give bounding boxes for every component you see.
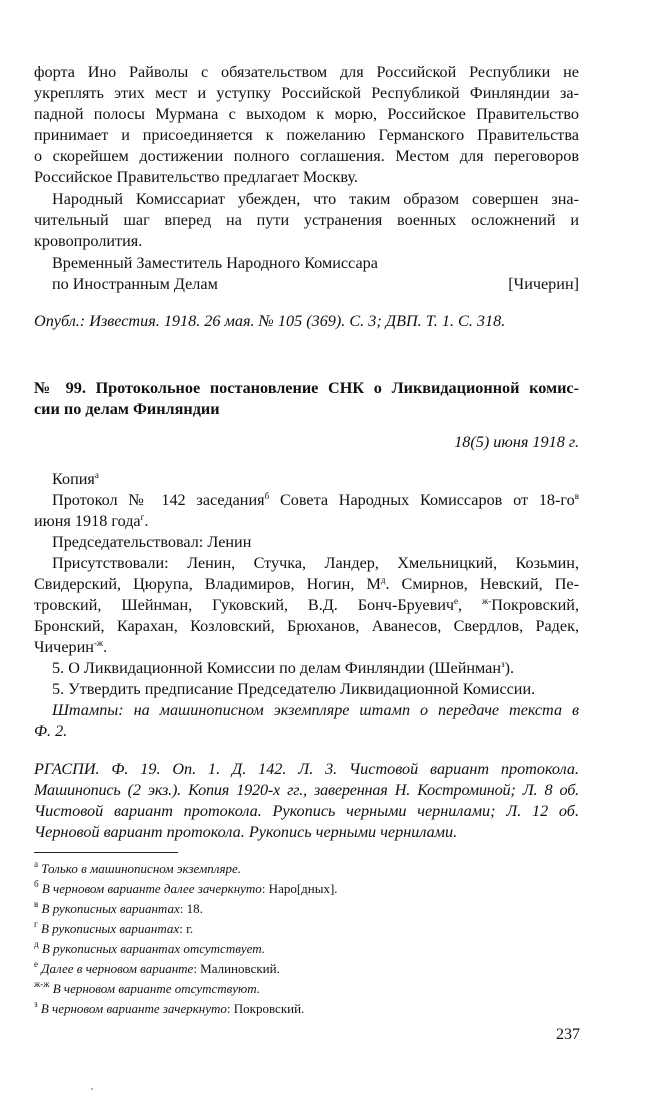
footnote-mark: з <box>34 999 38 1009</box>
item-5-decision: 5. Утвердить предписание Председателю Ликвидационной Комиссии. <box>52 680 536 698</box>
footnote-mark: б <box>264 491 270 501</box>
text-span: 5. О Ликвидационной Комиссии по делам Финляндии (Шейнман <box>52 659 502 677</box>
page-number: 237 <box>556 1026 580 1043</box>
footnote <box>34 921 193 937</box>
text-line: Российское Правительство предлагает Москву. <box>34 168 358 186</box>
footnote-plain: : 18. <box>179 901 203 916</box>
footnote-mark: д <box>380 575 386 585</box>
document-title-cont: сии по делам Финляндии <box>34 400 220 418</box>
text-span: Покровский, <box>491 596 580 614</box>
chair-line: Председательствовал: Ленин <box>52 533 252 551</box>
text-line: о скорейшем достижении полного соглашения. Местом для переговоров <box>34 147 579 165</box>
text-span: . <box>103 638 108 656</box>
footnote-italic: В черновом варианте зачеркнуто <box>40 1001 227 1016</box>
present-line <box>34 595 579 617</box>
copy-label <box>52 469 597 491</box>
footnote-mark: в <box>34 899 39 909</box>
footnote <box>34 981 260 997</box>
stamps-note: Штампы: на машинописном экземпляре штамп о передаче текста в <box>52 701 579 719</box>
text-span: тровский, Шейнман, Гуковский, В.Д. Бонч-Бруевич <box>34 596 455 614</box>
footnote-mark: е <box>34 959 38 969</box>
footnote <box>34 961 280 977</box>
signature-title: Временный Заместитель Народного Комиссара <box>52 254 378 272</box>
text-line: форта Ино Райволы с обязательством для Российской Республики не <box>34 63 579 81</box>
footnote-mark: г <box>140 512 145 522</box>
archive-line: Машинопись (2 экз.). Копия 1920-х гг., заверенная Н. Костроминой; Л. 8 об. <box>34 781 579 799</box>
footnote-mark: г <box>34 919 38 929</box>
text-line: укреплять этих мест и уступку Российской Республикой Финляндии за- <box>34 84 579 102</box>
text-span: Протокол № 142 заседания <box>52 491 265 509</box>
text-line <box>52 189 579 211</box>
footnote-italic: В черновом варианте отсутствуют. <box>52 981 260 996</box>
archive-line: Черновой вариант протокола. Рукопись черными чернилами. <box>34 823 458 841</box>
document-title: № 99. Протокольное постановление СНК о Ликвидационной комис- <box>34 379 579 397</box>
footnote <box>34 861 241 877</box>
signature-department: по Иностранным Делам <box>52 275 218 293</box>
text-span: Свидерский, Цюрупа, Владимиров, Ногин, М <box>34 575 381 593</box>
stamps-note-cont: Ф. 2. <box>34 722 68 740</box>
footnote-italic: Только в машинописном экземпляре. <box>41 861 242 876</box>
text-span: Чичерин <box>34 638 94 656</box>
document-date: 18(5) июня 1918 г. <box>454 433 579 451</box>
footnote-italic: В рукописных вариантах <box>41 901 180 916</box>
text-span: ). <box>504 659 515 677</box>
footnote-mark: ж- <box>481 596 492 606</box>
footnote-mark: -ж <box>93 638 104 648</box>
footnote-mark: д <box>34 939 39 949</box>
text-span: июня 1918 года <box>34 512 141 530</box>
present-line <box>34 637 579 659</box>
text-line: кровопролития. <box>34 232 143 250</box>
footnote-italic: Далее в черновом варианте <box>41 961 194 976</box>
signature-name: [Чичерин] <box>508 275 579 293</box>
footnote-italic: В рукописных вариантах <box>40 921 180 936</box>
footnote-mark: е <box>454 596 459 606</box>
archive-line: РГАСПИ. Ф. 19. Оп. 1. Д. 142. Л. 3. Чистовой вариант протокола. <box>34 760 579 778</box>
footnote-italic: В черновом варианте далее зачеркнуто <box>41 881 262 896</box>
publication-note: Опубл.: Известия. 1918. 26 мая. № 105 (369). С. 3; ДВП. Т. 1. С. 318. <box>34 312 506 330</box>
text-line: принимает и присоединяется к пожеланию Германского Правительства <box>34 126 579 144</box>
present-line <box>34 574 579 596</box>
footnote-mark: в <box>574 491 579 501</box>
text-span: Народный Комиссариат убежден, что таким образом совершен зна- <box>52 190 579 208</box>
text-span: . Смирнов, Невский, Пе- <box>385 575 579 593</box>
text-line: падной полосы Мурмана с выходом к морю, Российское Правительство <box>34 105 579 123</box>
text-span: . <box>144 512 149 530</box>
footnote-plain: : Малиновский. <box>193 961 280 976</box>
footnote <box>34 941 265 957</box>
scan-speck <box>91 1088 93 1090</box>
footnote <box>34 901 203 917</box>
present-line: Бронский, Карахан, Козловский, Брюханов, Аванесов, Свердлов, Радек, <box>34 617 579 635</box>
protocol-header <box>52 490 579 512</box>
item-5-heading <box>52 658 597 680</box>
footnote-divider <box>34 852 178 853</box>
footnote-mark: ж-ж <box>34 979 50 989</box>
protocol-header-cont <box>34 511 579 533</box>
text-span: , <box>458 596 482 614</box>
footnote-mark: а <box>94 470 99 480</box>
copy-text: Копия <box>52 470 95 488</box>
text-line: чительный шаг вперед на пути устранения военных осложнений и <box>34 211 579 229</box>
footnote-mark: з <box>501 659 505 669</box>
present-line: Присутствовали: Ленин, Стучка, Ландер, Хмельницкий, Козьмин, <box>52 554 579 572</box>
footnote <box>34 881 338 897</box>
archive-line: Чистовой вариант протокола. Рукопись черными чернилами; Л. 12 об. <box>34 802 579 820</box>
text-span: Совета Народных Комиссаров от 18-го <box>269 491 575 509</box>
footnote-mark: а <box>34 859 38 869</box>
footnote-plain: : Наро[дных]. <box>261 881 338 896</box>
footnote <box>34 1001 304 1017</box>
footnote-plain: : г. <box>179 921 194 936</box>
footnote-italic: В рукописных вариантах отсутствует. <box>41 941 266 956</box>
footnote-mark: б <box>34 879 39 889</box>
footnote-plain: : Покровский. <box>226 1001 305 1016</box>
